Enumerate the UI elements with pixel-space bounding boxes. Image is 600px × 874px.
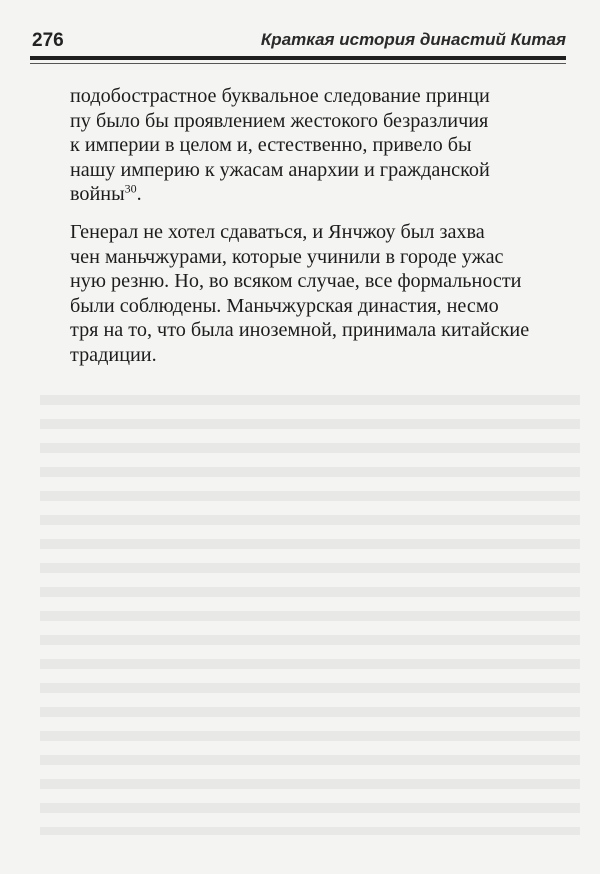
running-title: Краткая история династий Китая [260, 30, 566, 49]
paragraph-1 [70, 84, 560, 207]
body-text [70, 84, 560, 368]
text-line: чен маньчжурами, которые учинили в городе ужас [70, 245, 504, 268]
text-line: к империи в целом и, естественно, привело бы [70, 134, 472, 157]
text-line [70, 182, 560, 207]
footnote-ref: 30 [124, 182, 137, 196]
page-header [28, 28, 566, 54]
show-through-background [40, 395, 580, 835]
text-line: тря на то, что была иноземной, принимала китайские [70, 319, 530, 342]
text-line: Генерал не хотел сдаваться, и Янчжоу был захва [70, 220, 485, 243]
page-number: 276 [32, 30, 64, 51]
paragraph-gap [70, 207, 560, 220]
header-rule-thick [30, 56, 566, 60]
text-line: пу было бы проявлением жестокого безразличия [70, 109, 489, 132]
text-line: ную резню. Но, во всяком случае, все формальности [70, 270, 522, 293]
text-line: традиции. [70, 343, 157, 366]
text-fragment: войны [70, 183, 125, 206]
text-line: были соблюдены. Маньчжурская династия, несмо [70, 294, 499, 317]
text-line: нашу империю к ужасам анархии и гражданской [70, 158, 490, 181]
text-line: подобострастное буквальное следование принци [70, 85, 490, 107]
text-fragment: . [136, 183, 142, 206]
header-rule-thin [30, 63, 566, 64]
paragraph-2 [70, 220, 560, 368]
